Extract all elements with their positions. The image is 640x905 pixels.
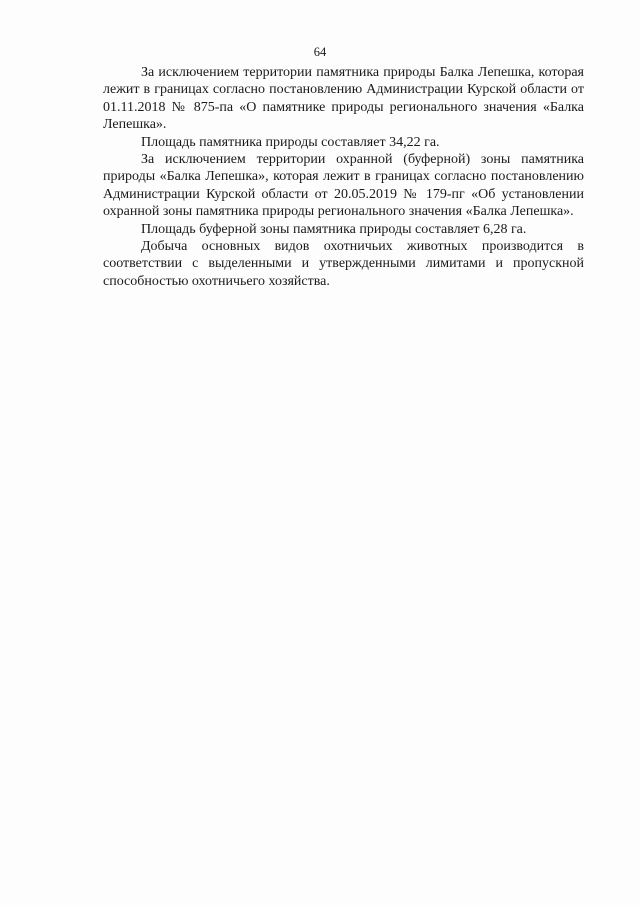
page-number: 64 xyxy=(313,45,327,59)
paragraph-buffer-zone-area: Площадь буферной зоны памятника природы составляет 6,28 га. xyxy=(141,221,527,237)
document-body xyxy=(103,64,584,290)
paragraph-monument-area: Площадь памятника природы составляет 34,22 га. xyxy=(141,134,440,150)
paragraph-balka-territory: За исключением территории памятника природы Балка Лепешка, которая лежит в границах согласно постановлению Администрации Курской области от 01.11.2018 № 875-па «О памятнике природы регионального значения «Балка Лепешка». xyxy=(103,65,584,133)
paragraph-buffer-zone-territory: За исключением территории охранной (буферной) зоны памятника природы «Балка Лепешка», которая лежит в границах согласно постановлению Администрации Курской области от 20.05.2019 № 179-пг «Об установлении охранной зоны памятника природы регионального значения «Балка Лепешка». xyxy=(103,152,584,220)
paragraph-hunting-limits: Добыча основных видов охотничьих животных производится в соответствии с выделенными и утвержденными лимитами и пропускной способностью охотничьего хозяйства. xyxy=(103,239,584,289)
